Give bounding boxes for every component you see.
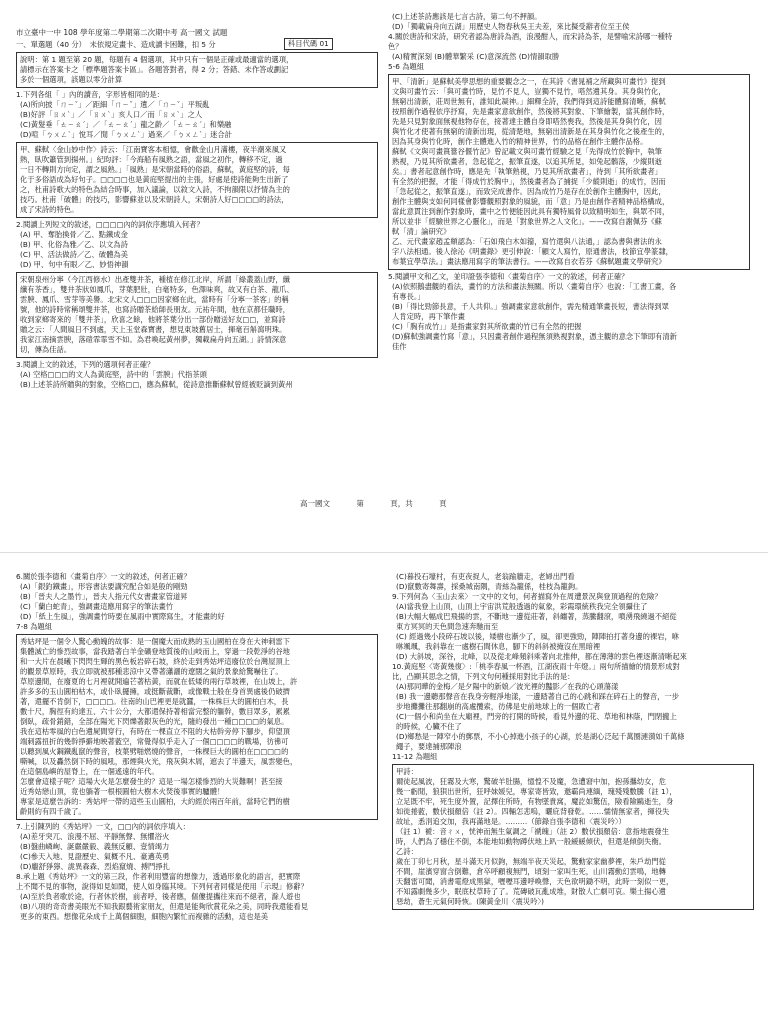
question-stem: 4.關於唐詩和宋詩，研究者認為唐詩為酒，浪漫酣人，而宋詩為茶，是譬喻宋詩哪一種特: [388, 32, 673, 41]
question-option: (B)上述茶詩所贈與的對象，空格□□，應為蘇軾，從詩意推斷蘇軾曾經被貶謫到黃州: [20, 380, 293, 389]
passage-line: 雲腴、鳳爪、雪芽等美譽。北宋文人□□□因家鄉在此，當時有「分寧一茶客」的稱: [20, 295, 289, 304]
passage-line: 不間，崖濱穿窗含倒難，倉卒呼顧複無門，頃刻一家叫生死，山川霧動幻雲鳴，地轉: [396, 867, 666, 876]
question-option: 東方冥冥的天色間急速奔馳而至: [396, 622, 499, 631]
question-5: [388, 272, 750, 352]
question-stem: 6.關於張李德和〈畫菊自序〉一文的敘述，何者正確？: [16, 572, 191, 581]
passage-line: 軾「清」論研究》: [392, 227, 451, 236]
passage-line: 在這個島嶼的屋脊上，在一個遙遠的年代。: [20, 767, 159, 776]
question-option: 咻颯颯，我斜靠在一處樹石間休息，腳下的斜斜被掩沒在黑暗裡: [396, 642, 601, 651]
passage-line: 天翻雷可聞，消書電燈成黑獄，嚦嚦耳邊呼喚聲，天色欲明鋤不明，此時一刻似一更，: [396, 877, 674, 886]
passage-line: 熱，臥吹簫管到揚州。」紀昀評：「今海船有風熟之語，當風之初作，轉移不定，過: [20, 155, 283, 164]
passage-line: 字八法相通。後人徐沁《明畫錄》更引伸說：「顧文人寫竹，原通書法，枝節宜學篆隸，: [392, 247, 673, 256]
passage-line: 草原邊間，在廢夏的七月裡就開遍芒著枯黃，而就在低矮的兩行草坡裡，在山坡上，許: [20, 677, 298, 686]
exam-page-2: [0, 560, 768, 1024]
question-option: (B)八項的奇奇書美眼光不知我跟藝術家朋友，但還是能夠欣賞花朵之美，同時我還能看見: [20, 902, 308, 911]
passage-line: 號，他的詩時常稱頌雙井茶，也寫詩贈茶給師長朋友。元祐年間，他在京都任職時，: [20, 305, 290, 314]
question-7: [16, 822, 378, 872]
passage-line: （註 1）褫：音ㄔㄨ，恍神而無生氣調之「褫魄」（註 2）數伏損顏倍：意指地震發生: [396, 827, 669, 836]
question-stem: 1.下列各組「 」內的讀音，字形皆相同的是：: [16, 90, 164, 99]
passage-line: 所以並非「經驗世界之心靈化」，而是「對象世界之人文化」。——改寫自謝佩芬《蘇: [392, 217, 662, 226]
question-option: 步地攤攤往那翻崩的高處攬索，彷佛是史前地球上的一個敗亡者: [396, 702, 601, 711]
reading-passage-box: [16, 272, 378, 358]
question-option: (C)黃髮垂「ㄊㄧㄠˊ」／「ㄊㄧㄠˊ」龍之齡／「ㄊㄧㄠˊ」和樂融: [20, 120, 232, 129]
page2-right-column: [392, 572, 754, 912]
passage-line: 不知露劇幾多少，眠底杖草時了了。荒磚破瓦亂成堆，財散人亡劇可哀。樂土揚心遺: [396, 887, 666, 896]
question-option: (A)那同曄的金梅／是夕陽中的新娘／波光裡的豔影／在我的心頭蕩漾: [396, 682, 619, 691]
question-option: (C)參天入地、見證歷史、氣概不凡、豪邁英勇: [20, 852, 170, 861]
question-option: 有專長。」: [392, 292, 425, 301]
question-stem: 2.閱讀上列短文的敘述，□□□□內的詞依序應填入何者？: [16, 220, 204, 229]
passage-line: 蘇軾《文與可畫篔簹谷偃竹記》曾記載文與可畫竹經驗之見「先得成竹於胸中，執筆: [392, 147, 662, 156]
passage-line: 熟視，乃見其所欲畫者，急起從之，振筆直遂，以追其所見，如兔起鶻落，少縱則逝: [392, 157, 662, 166]
question-option: (B) 甲、化俗為雅／乙、以文為詩: [20, 240, 128, 249]
page1-right-column: [388, 12, 750, 352]
question-option: (D)「紙上生風」，強調畫竹時要在風雨中實際寫生，才能畫的好: [20, 612, 225, 621]
passage-line: 我在這枯零風的白色遺屍間穿行，有時在一棵直立不阻的大枯幹旁停下腳步，仰望頂: [20, 727, 290, 736]
passage-line: 惡劫，蒼生元氣何時恢。(陳黃金川〈震災吟〉): [396, 897, 544, 906]
passage-line: 歲在丁卯七月秋，星斗滿天月似鉤，無端半夜天災起，驚動家家幽夢裡，朱戶劫門從: [396, 857, 666, 866]
question-stem: 10.黃庭堅〈寄黃幾復〉:「桃李春風一杯酒，江湖夜雨十年燈。」兩句所描繪的情景形成對: [392, 662, 680, 671]
question-option: (D)蘇軾強調畫竹寫「意」，只因畫者創作過程無須熟視對象，憑主觀的意念下筆即有清新: [392, 332, 677, 341]
passage-line: 之，杜甫詩歌大的特色為結合時事，加入議論，以敘文入詩，不拘韻限以抒情為主的: [20, 185, 290, 194]
question-stem: 9.下列何為〈玉山去來〉一文中的文句，何者描寫外在周遭景況與登頂過程的危險？: [392, 592, 662, 601]
question-option: 繩子，要達捕那陣浪: [396, 742, 462, 751]
passage-line: 技巧。杜甫「破體」的技巧，影響蘇並以及宋朝詩人，宋朝詩人好□□□□的詩法，: [20, 195, 289, 204]
question-stem: 上不聞不見的事物，說得如見如聞，使人如身臨其境。下列何者同樣是使用「示現」修辭？: [16, 882, 308, 891]
reading-passage-box: [392, 764, 754, 910]
question-group-label: 11-12 為題組: [392, 752, 438, 761]
passage-line: 有全然的把握，才能「得成竹於胸中」，然後畫者為了捕捉「少縱則逝」的成竹，因而: [392, 177, 666, 186]
passage-line: 以聽到風火鋼鐵亂竄的聲音，枝葉劈啪燃燒的聲音，一株棵巨大的圓柏在□□□□的: [20, 747, 289, 756]
passage-line: 化于多俗語成為好句子。□□□□也是黃庭堅提出的主張，好處是使詩能夠生出新了: [20, 175, 289, 184]
question-option: (B)盤曲嶙峋、誕嚴嚴毅、義無反顧、壹情竭力: [20, 842, 170, 851]
question-option: (D) 大斜坡，深谷，北峰，以及從北峰頻斜乘著向北推伸，都在薄薄的雲色裡逐漸清晰起來: [396, 652, 687, 661]
instruction-line: 多於一個選項，該題以零分計算: [20, 75, 123, 84]
question-2: [16, 220, 378, 270]
passage-line: 宋朝泉州分寧（今江西修水）出產雙井茶，種植在修江北岸，所謂「綠叢蓋山野，纖: [20, 275, 290, 284]
subject-code-box: 科目代碼 01: [284, 38, 333, 50]
question-option: (C)一個小和尚坐在大廟裡，門旁的打開的時候，看見外邊的花、草地和林蔭，門閉攏上: [396, 712, 677, 721]
page-divider: [0, 552, 768, 553]
passage-line: 無窮出清新，莊周世無有，誰知此凝神。」細釋全詩，我們得到這詩能體寫清晰，蘇軾: [392, 97, 666, 106]
page2-left-column: [16, 572, 378, 922]
passage-line: 端刺露扭折的幾幹掙擗地映著藍空，常覺得似乎走入了一個□□□□的戰場，彷彿可: [20, 737, 289, 746]
passage-line: 如徙捲藍，數伏損顏倍（註 2）。四輛怎悲嗚，曬庇背發乾。……懦情無家者，揮役失: [396, 807, 670, 816]
question-option: (C) 經過幾小段碎石坡以後，矮樹也漸少了，風，卻更強勁，陣陣拍打著身邊的裸岩，咻: [396, 632, 680, 641]
passage-line: 矣。」書者起意創作時，應是先「執筆熟視，乃見其所欲畫者」，待到「其所欲畫者」: [392, 167, 662, 176]
question-option: (D)鄉愁是一陣窄小的郵票，不小心掉進小孩子的心湖，於是湖心泛起千萬圈漣漪如千萬條: [396, 732, 685, 741]
section-title: 一、單選題（40 分） 未依規定畫卡、造成讀卡困難，扣 5 分: [16, 40, 216, 49]
passage-line: 成了宋詩的特色。: [20, 205, 79, 214]
question-group-label: 5-6 為題組: [388, 62, 425, 71]
question-option: 更多的東西。想像花朵成千上萬個細胞，細胞內繁忙而複雜的活動，這也是美: [20, 912, 269, 921]
passage-line: 布葉宜學草法。」畫法應用寫字的筆法書行。——改寫自衣若芬《蘇軾題畫文學研究》: [392, 257, 666, 266]
question-option: (C)上述茶詩應該是七言古詩，第二句不押韻。: [392, 12, 542, 21]
passage-line: 近秀姑戀山頂，竟也躺著一根根圓柏大樹木火焚後事實的驢體！: [20, 787, 225, 796]
question-option: (B) 我一邊聽那聲音在我身旁輕淨地漾，一邊踏著自己的心跳和踩在碎石上的聲音，一步: [396, 692, 680, 701]
passage-line: 先是只見對象面無視他物存在，接著達主體自身即嗒然喪我，然後是其身與竹化，因: [392, 117, 662, 126]
passage-line: 許多多的玉山圓柏枯木，或仆臥擺擁，或挺斷裁斷，或像戰士般在身首異處後仍破擠: [20, 687, 290, 696]
question-stem: 8.承上題《秀姑坪》一文的第三段，作者利用豐富的想像力，透過形象化的語言，把實際: [16, 872, 301, 881]
question-option: (A)依照鵝盡觀的看法，畫竹的方法和畫法無關。所以〈畫菊自序〉也說：「工書工畫，各: [392, 282, 677, 291]
question-option: 的時候，心臟不住了: [396, 722, 462, 731]
question-option: (A)當我登上山頂，山頂上宇宙洪荒般透過的氣象，彩霞環統秩我完全領攝住了: [396, 602, 648, 611]
question-option: (D)喧「ㄅㄨㄥˋ」悅耳／閒「ㄅㄨㄥˋ」過來／「ㄅㄨㄥˋ」迷合計: [20, 130, 232, 139]
question-stem: 3.閱讀上文的敘述，下列的選項何者正確？: [16, 360, 155, 369]
passage-line: 我家江南摘雲腴，落磑霏霏雪不如。為君喚起黃州夢，獨載扁舟向五湖。」詩情深意: [20, 335, 287, 344]
passage-line: 幾一虧閒，狼狽出世所，狂呼妹媛兒，專家寄皆致，邀霸尚連緬，瑰殘殘數騰（註 1），: [396, 787, 677, 796]
question-8: [16, 872, 378, 922]
passage-line: 倒臥，疏骨銷錯，全部在陽光下閃爍著銀灰色的光，隨約發出一種□□□□的氣息。: [20, 717, 289, 726]
question-option: 佳作: [392, 342, 407, 351]
passage-line: 因為其身與竹化時，創作主體進入竹的精神世界，竹的品格在創作主體作品格。: [392, 137, 648, 146]
passage-line: 秀姑坪是一個令人驚心動魄的故事：是一個魔大而成熟的玉山國柏在身在大神刺雷下: [20, 637, 290, 646]
passage-line: 乙、元代畫家趙孟頫認為：「石如飛白木如籀，寫竹還與八法通，」認為書與書法的永: [392, 237, 662, 246]
passage-line: 專家是這麼告訴的：秀姑坪一帶的這些玉山圓柏，大約經於兩百年前，當時它們的樹: [20, 797, 290, 806]
instruction-line: 請標示在答案卡之「標準題答案卡區」。各題答對者，得 2 分；答錯、未作答或劃記: [20, 65, 289, 74]
question-option: (A)「銀釣鐵畫」，形容書法要講究配合如是般的剛勁: [20, 582, 188, 591]
question-option: 人肯定時，再下筆作畫: [392, 312, 465, 321]
passage-line: 和一大片在晨曦下閃閃生輝的黑色板岩碎石坡，終於走到秀姑坪這廢位於台灣屋頂上: [20, 657, 290, 666]
instructions-box: [16, 52, 378, 88]
passage-line: 甲詩：: [396, 767, 418, 776]
passage-line: 嘶喊，以及轟然倒下時的風吼，那煙與火光，飛灰與木屑，遮去了半邊天，風雲變色，: [20, 757, 298, 766]
question-option: (A)所向披「ㄇㄧˇ」／距細「ㄇㄧˇ」遺／「ㄇㄧˇ」平叛亂: [20, 100, 210, 109]
passage-line: 數十尺，胸徑有約達五、六十公分，大都還保持著相當完整的軀幹，數目眾多，累累: [20, 707, 290, 716]
passage-line: 故址，悉涓追交加，我再滿地是。………（節錄自張李德和〈震災吟〉）: [396, 817, 626, 826]
instruction-line: 說明：第 1 題至第 20 題，每題有 4 個選項，其中只有一個是正確或最適當的選項，: [20, 55, 294, 64]
question-group-label: 7-8 為題組: [16, 622, 53, 631]
question-stem: 色？: [388, 42, 403, 51]
question-option: (A)至於負者歌於途，行者休於樹，前者呼，後者應，傴僂提攜往來而不絕者，滁人遊也: [20, 892, 301, 901]
question-option: (A) 甲、奪胎換骨／乙、點鐵成金: [20, 230, 128, 239]
question-option: (D)竄數寄舞壽，採桑城南隅，青絲為籠係，桂枝為籠鉤。: [396, 582, 583, 591]
page-footer: 高一國文 第 頁，共 頁: [300, 499, 447, 508]
passage-line: 切，傳為佳話。: [20, 345, 72, 354]
passage-line: 集體滅亡的慘烈故事，當我踏著白羊金礦登地質後的山岐而上，穿過一段乾淨的谷地: [20, 647, 290, 656]
passage-line: 的觀景草原時，我立即就被那種悲涼中又帶著瀟灑的遼闊之氣的景象給驚嚇住了。: [20, 667, 283, 676]
question-stem: 5.閱讀甲文和乙文，並印證張李德和〈畫菊自序〉一文的敘述，何者正確？: [388, 272, 629, 281]
reading-passage-box: [16, 142, 378, 218]
passage-line: 纖有茶香」，雙井茶狀如鳳爪，芽葉肥壯，白毫特多，色澤味爽，故又有白茶、龍爪、: [20, 285, 294, 294]
question-option: (B)「得比勁節長意，千人共仰。」強調畫家意欲創作，需先精通筆畫長短，書法得到眾: [392, 302, 670, 311]
passage-line: 與竹化才使著有無窮的清新出現，從清楚地，無窮出清新是在其身與竹化之後產生的，: [392, 127, 670, 136]
question-option: (A)差牙突兀、浪漫不屈、平靜無聲、無懼浴火: [20, 832, 170, 841]
exam-title: 市立臺中一中 108 學年度第二學期第二次期中考 高一國文 試題: [16, 28, 228, 37]
passage-line: 齡則約有四千歲了。: [20, 807, 86, 816]
question-option: (C)暮投石壕村，有吏夜捉人，老翁踰牆走，老婦出門看: [396, 572, 575, 581]
question-option: (C)「蘭白蛇青」，強調畫這應用寫字的筆法畫竹: [20, 602, 174, 611]
passage-line: 一日不轉則方向定，謂之風熟。」「風熟」是宋朝當時的俗語，蘇軾，黃庭堅的詩，每: [20, 165, 290, 174]
passage-line: 當此意貫注到創作對象時，畫中之竹便能因此具有獨特風骨以致精明如生，與眾不同，: [392, 207, 670, 216]
question-option: (C)「胸有成竹」」是指畫家對其所欲畫的竹已有全然的把握: [392, 322, 582, 331]
question-stem: 比，凸顯其思念之情，下列文句何種採用對比手法的是：: [392, 672, 575, 681]
passage-line: 「急起從之，振筆直遂」，而致完成書作。因為成竹乃是存在於創作主體胸中，因此，: [392, 187, 666, 196]
passage-line: 甲、蘇軾〈金山妙中作〉詩云：「江南寶客本相憶，會歡金山月滿樓，夜半潮來風又: [20, 145, 287, 154]
question-option: (D) 甲、句中有眼／乙、妙悟神韻: [20, 260, 129, 269]
question-option: (D)龐舒猙獰、詭異森森、烈焰竄燒、搏鬥掙扎: [20, 862, 170, 871]
passage-line: 甲、「清新」是蘇軾美學思想的重要觀念之一，在其詩《書晁補之所藏與可畫竹》提到: [392, 77, 666, 86]
passage-line: 爾徒起風波，狂霧及大寒，驚破羊肚腸，憶惶不及魔，急遭窘中加，抱孫攜幼女，危: [396, 777, 666, 786]
page1-left-column: [16, 18, 378, 390]
question-3: [16, 360, 378, 390]
reading-passage-box: [16, 634, 378, 820]
passage-line: 贈之云：「人間風日不到處，天上玉堂森寶書，想見東坡舊居士，揮毫百斛瀉明珠。: [20, 325, 287, 334]
question-option: (A) 空格□□□的文人為黃庭堅，詩中的「雲腴」代指茶頭: [20, 370, 207, 379]
question-option: (B)大幅大幅成巴飛揚的雲，不斷地一邊從莊著，斜纏著，蒸騰翻滾，噴湧飛繞過不絕從: [396, 612, 677, 621]
passage-line: 著，還擺不肯倒下，□□□□。往南的山巴裡更是就蠶，一株株巨大的圓柏白木，長: [20, 697, 289, 706]
question-option: (C) 甲、活法做詩／乙、破體為美: [20, 250, 128, 259]
passage-line: 按照創作過程依序抒寫，先是畫家意欲創作，然後將其對象、下筆繪製，當其創作時，: [392, 107, 670, 116]
question-option: (B)「晉夫人之墨竹」，晉夫人指元代女書畫家管道昇: [20, 592, 188, 601]
passage-line: 怎麼會這樣子呢？這場大火是怎麼發生的？這是一場怎樣慘烈的大災難啊！甚至接: [20, 777, 283, 786]
question-option: (D)「獨載扁舟向五湖」用歷史人物春秋吳王夫差，來比擬受辭者位至王侯: [392, 22, 630, 31]
question-stem: 7.上引陳列的《秀姑坪》一文，□□內的詞依序填入：: [16, 822, 190, 831]
passage-line: 乙詩：: [396, 847, 418, 856]
question-1: [16, 90, 378, 140]
passage-line: 創作主體與支如何同樣會影響觀照對象的風貌，而「意」乃是由創作者精神品格構成，: [392, 197, 670, 206]
passage-line: 立足既不牢，死生度外置，記擇住所時，有物墜貴窩，魔訖如驚伍，險看險鷗逝生，身: [396, 797, 674, 806]
passage-line: 文與可畫竹云：「與可畫竹時，見竹不見人，豈獨不見竹，嗒然遺其身。其身與竹化，: [392, 87, 666, 96]
passage-line: 時，人們為了穩住不倒，本能地如動物蹲伏地上趴一般緩緩傾伏，但還是傾倒失衡。: [396, 837, 666, 846]
reading-passage-box: [388, 74, 750, 270]
passage-line: 收到家鄉寄來的「雙井茶」，欣喜之餘，他將茶葉分出一部份贈送好友□□，並寫詩: [20, 315, 286, 324]
question-option: (A)精實深刻 (B)體華繁采 (C)意深流然 (D)情韻取勝: [392, 52, 560, 61]
question-option: (B)好評「ㄖㄨˋ」／「ㄖㄨˋ」亥人口／而「ㄖㄨˋ」之人: [20, 110, 203, 119]
